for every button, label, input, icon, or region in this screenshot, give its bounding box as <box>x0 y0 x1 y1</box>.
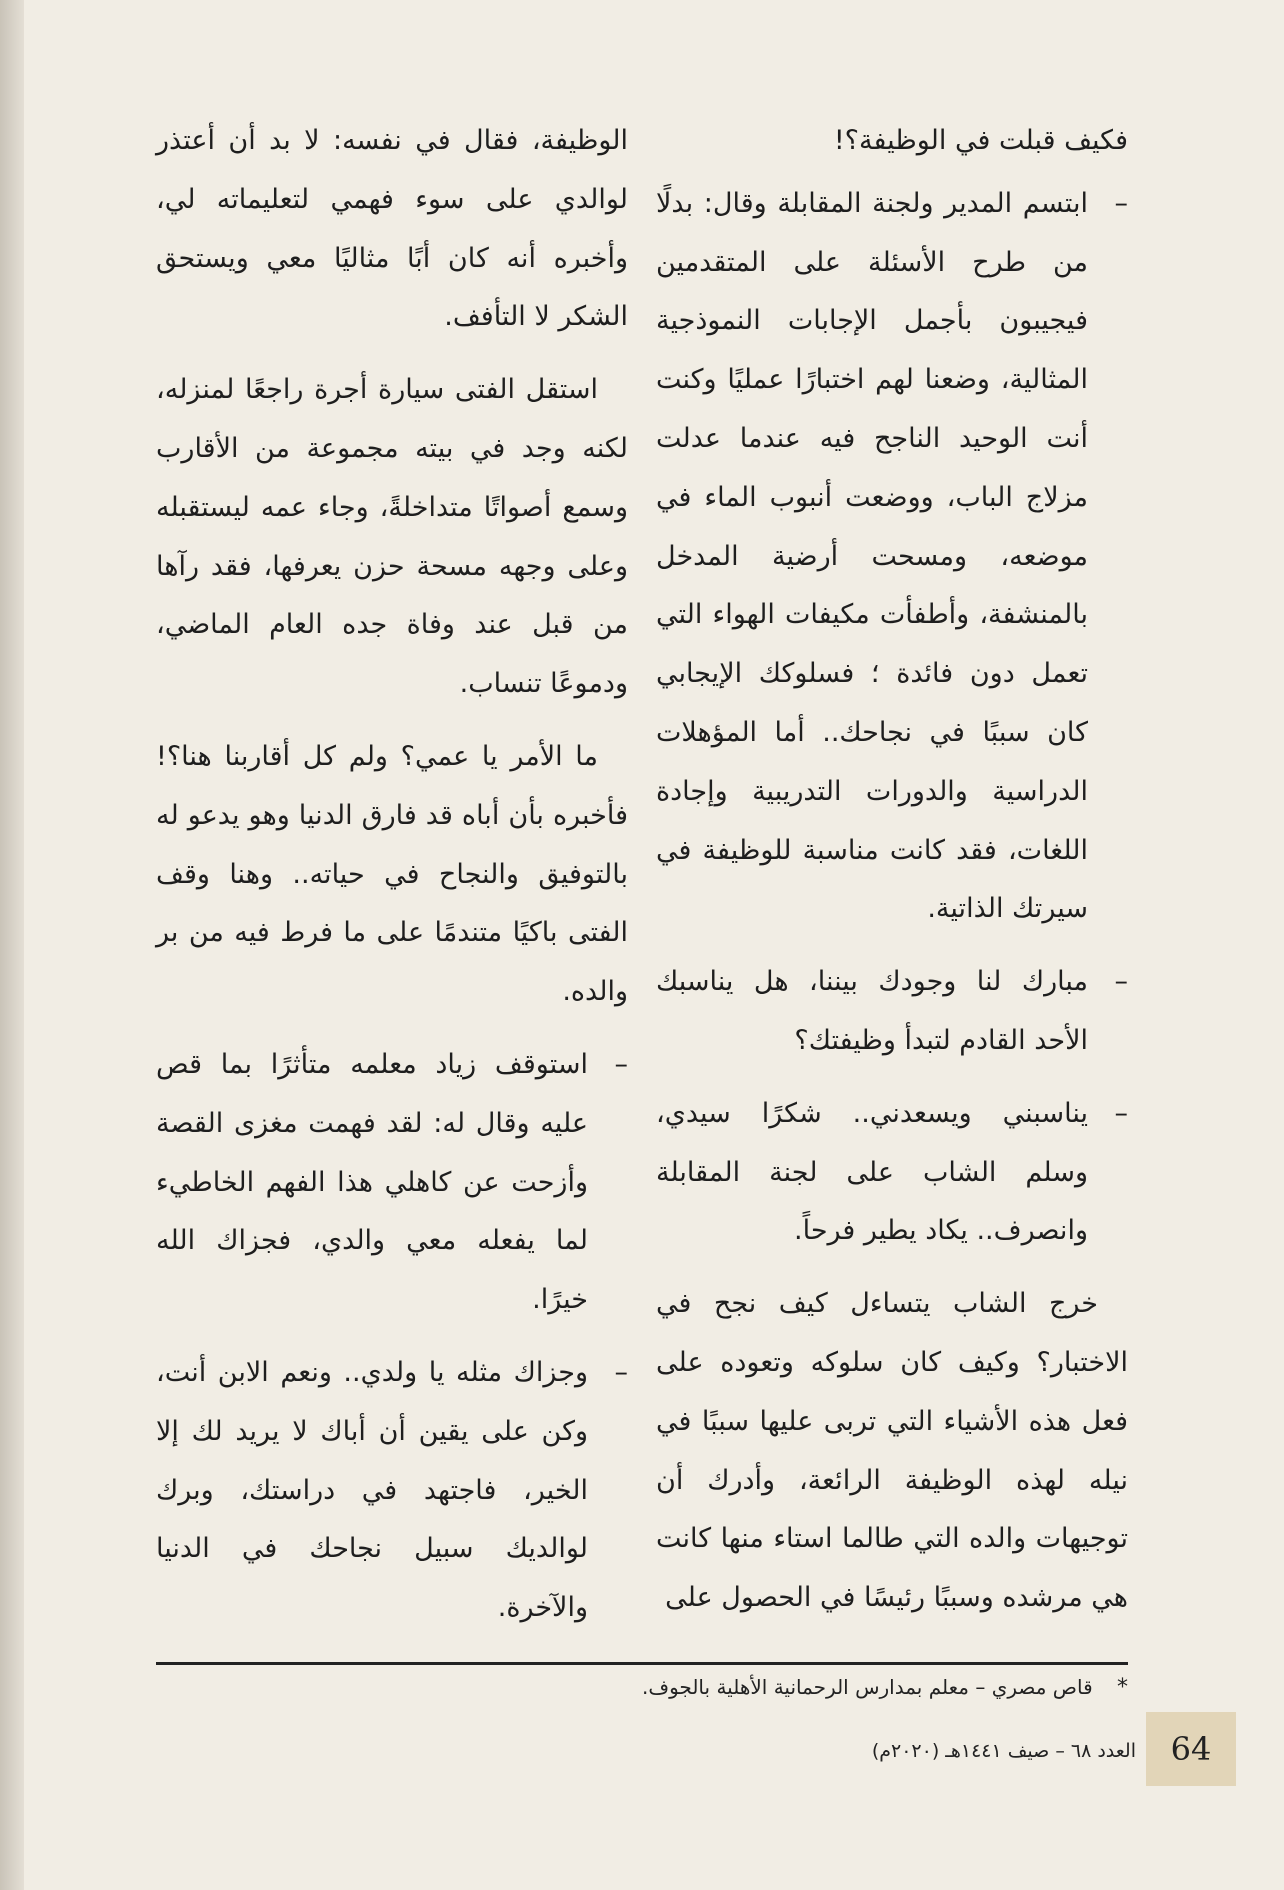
footnote-text: قاص مصري – معلم بمدارس الرحمانية الأهلية بالجوف. <box>642 1675 1093 1699</box>
page-number: 64 <box>1170 1730 1212 1768</box>
paragraph: فكيف قبلت في الوظيفة؟! <box>833 125 1128 156</box>
page-edge-shadow <box>0 0 24 1890</box>
paragraph: استقل الفتى سيارة أجرة راجعًا لمنزله، لكنه وجد في بيته مجموعة من الأقارب وسمع أصواتًا متداخلةً، وجاء عمه ليستقبله وعلى وجهه مسحة حزن يعرفها، فقد رآها من قبل عند وفاة جده العام الماضي، ودموعًا تنساب. <box>156 374 628 700</box>
dialogue-paragraph: – يناسبني ويسعدني.. شكرًا سيدي، وسلم الشاب على لجنة المقابلة وانصرف.. يكاد يطير فرحاً. <box>656 1085 1128 1261</box>
paragraph: خرج الشاب يتساءل كيف نجح في الاختبار؟ وكيف كان سلوكه وتعوده على فعل هذه الأشياء التي تربى عليها سببًا في نيله لهذه الوظيفة الرائعة، وأدرك أن توجيهات والده التي طالما استاء منها كانت هي مرشده وسببًا رئيسًا في الحصول على <box>656 1288 1128 1614</box>
footnote-divider <box>156 1662 1128 1665</box>
left-column <box>156 112 628 1652</box>
dialogue-paragraph: – ابتسم المدير ولجنة المقابلة وقال: بدلًا من طرح الأسئلة على المتقدمين فيجيبون بأجمل الإجابات النموذجية المثالية، وضعنا لهم اختبارًا عمليًا وكنت أنت الوحيد الناجح فيه عندما عدلت مزلاج الباب، ووضعت أنبوب الماء في موضعه، ومسحت أرضية المدخل بالمنشفة، وأطفأت مكيفات الهواء التي تعمل دون فائدة ؛ فسلوكك الإيجابي كان سببًا في نجاحك.. أما المؤهلات الدراسية والدورات التدريبية وإجادة اللغات، فقد كانت مناسبة للوظيفة في سيرتك الذاتية. <box>656 175 1128 939</box>
right-column <box>656 112 1128 1642</box>
page-number-box <box>1146 1712 1236 1786</box>
footnote-marker: * <box>1117 1675 1128 1700</box>
paragraph: الوظيفة، فقال في نفسه: لا بد أن أعتذر لوالدي على سوء فهمي لتعليماته لي، وأخبره أنه كان أبًا مثاليًا معي ويستحق الشكر لا التأفف. <box>156 125 628 333</box>
dialogue-paragraph: – مبارك لنا وجودك بيننا، هل يناسبك الأحد القادم لتبدأ وظيفتك؟ <box>656 953 1128 1071</box>
dialogue-paragraph: – استوقف زياد معلمه متأثرًا بما قص عليه وقال له: لقد فهمت مغزى القصة وأزحت عن كاهلي هذا الفهم الخاطيء لما يفعله معي والدي، فجزاك الله خيرًا. <box>156 1036 628 1330</box>
issue-info: العدد ٦٨ – صيف ١٤٤١هـ (٢٠٢٠م) <box>871 1740 1136 1762</box>
footnote <box>156 1675 1128 1700</box>
dialogue-paragraph: – وجزاك مثله يا ولدي.. ونعم الابن أنت، وكن على يقين أن أباك لا يريد لك إلا الخير، فاجتهد في دراستك، وبرك لوالديك سبيل نجاحك في الدنيا والآخرة. <box>156 1344 628 1638</box>
paragraph: ما الأمر يا عمي؟ ولم كل أقاربنا هنا؟! فأخبره بأن أباه قد فارق الدنيا وهو يدعو له بالتوفيق والنجاح في حياته.. وهنا وقف الفتى باكيًا متندمًا على ما فرط فيه من بر والده. <box>156 740 628 1008</box>
